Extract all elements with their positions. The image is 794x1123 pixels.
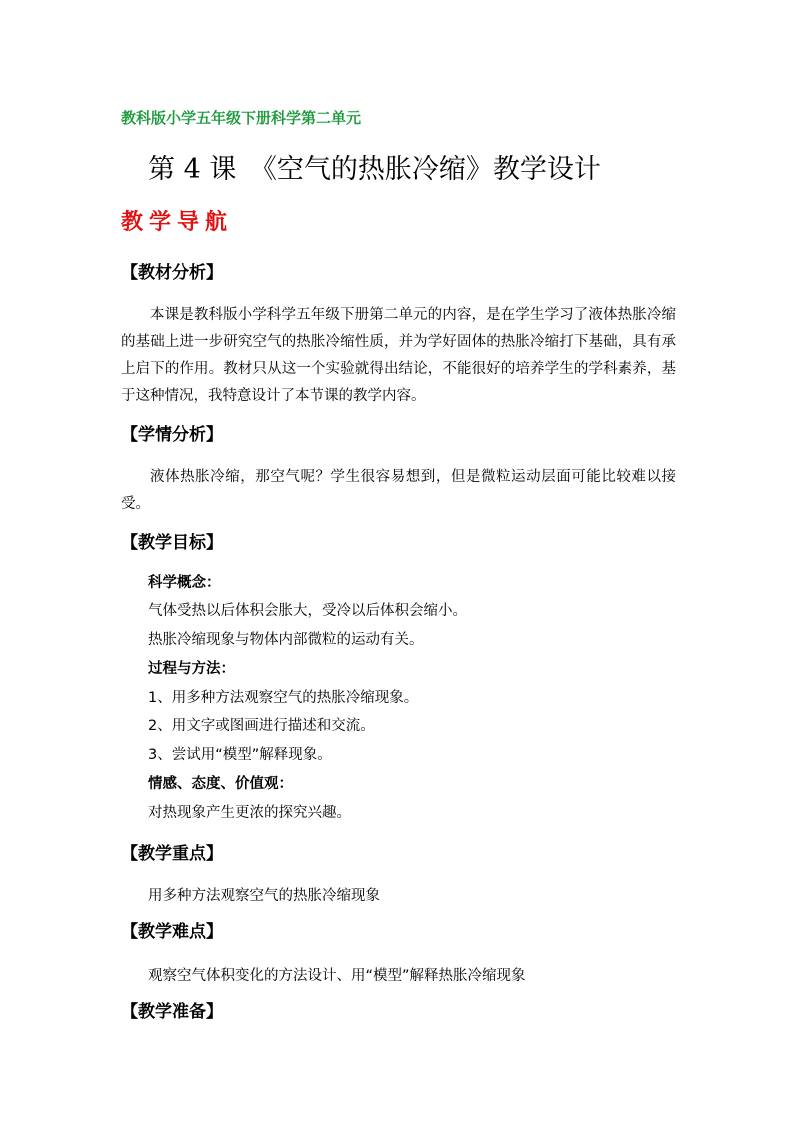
teaching-nav-heading: 教学导航 [121, 209, 234, 235]
lesson-title: 第 4 课 《空气的热胀冷缩》教学设计 [148, 154, 601, 185]
preparation-heading: 【教学准备】 [121, 1002, 223, 1022]
attitude-item: 对热现象产生更浓的探究兴趣。 [148, 805, 351, 821]
process-method-item: 2、用文字或图画进行描述和交流。 [148, 718, 375, 734]
science-concept-label: 科学概念： [148, 575, 221, 591]
material-analysis-heading: 【教材分析】 [121, 263, 223, 283]
process-method-item: 1、用多种方法观察空气的热胀冷缩现象。 [148, 690, 419, 706]
difficulty-heading: 【教学难点】 [121, 922, 223, 942]
objectives-heading: 【教学目标】 [121, 533, 223, 553]
key-point-text: 用多种方法观察空气的热胀冷缩现象 [148, 888, 380, 904]
process-method-label: 过程与方法： [148, 661, 235, 677]
science-concept-item: 热胀冷缩现象与物体内部微粒的运动有关。 [148, 632, 424, 648]
attitude-label: 情感、态度、价值观： [148, 776, 293, 792]
difficulty-text: 观察空气体积变化的方法设计、用“模型”解释热胀冷缩现象 [148, 968, 526, 984]
unit-subtitle: 教科版小学五年级下册科学第二单元 [121, 109, 362, 127]
learner-analysis-text: 液体热胀冷缩，那空气呢？学生很容易想到，但是微粒运动层面可能比较难以接受。 [121, 469, 676, 512]
learner-analysis-heading: 【学情分析】 [121, 425, 223, 445]
science-concept-item: 气体受热以后体积会胀大，受冷以后体积会缩小。 [148, 603, 467, 619]
material-analysis-text: 本课是教科版小学科学五年级下册第二单元的内容，是在学生学习了液体热胀冷缩的基础上进一步研究空气的热胀冷缩性质，并为学好固体的热胀冷缩打下基础，具有承上启下的作用。教材只从这一个实验就得出结论，不能很好的培养学生的学科素养，基于这种情况，我特意设计了本节课的教学内容。 [121, 307, 676, 404]
process-method-item: 3、尝试用“模型”解释现象。 [148, 747, 332, 763]
key-point-heading: 【教学重点】 [121, 844, 223, 864]
